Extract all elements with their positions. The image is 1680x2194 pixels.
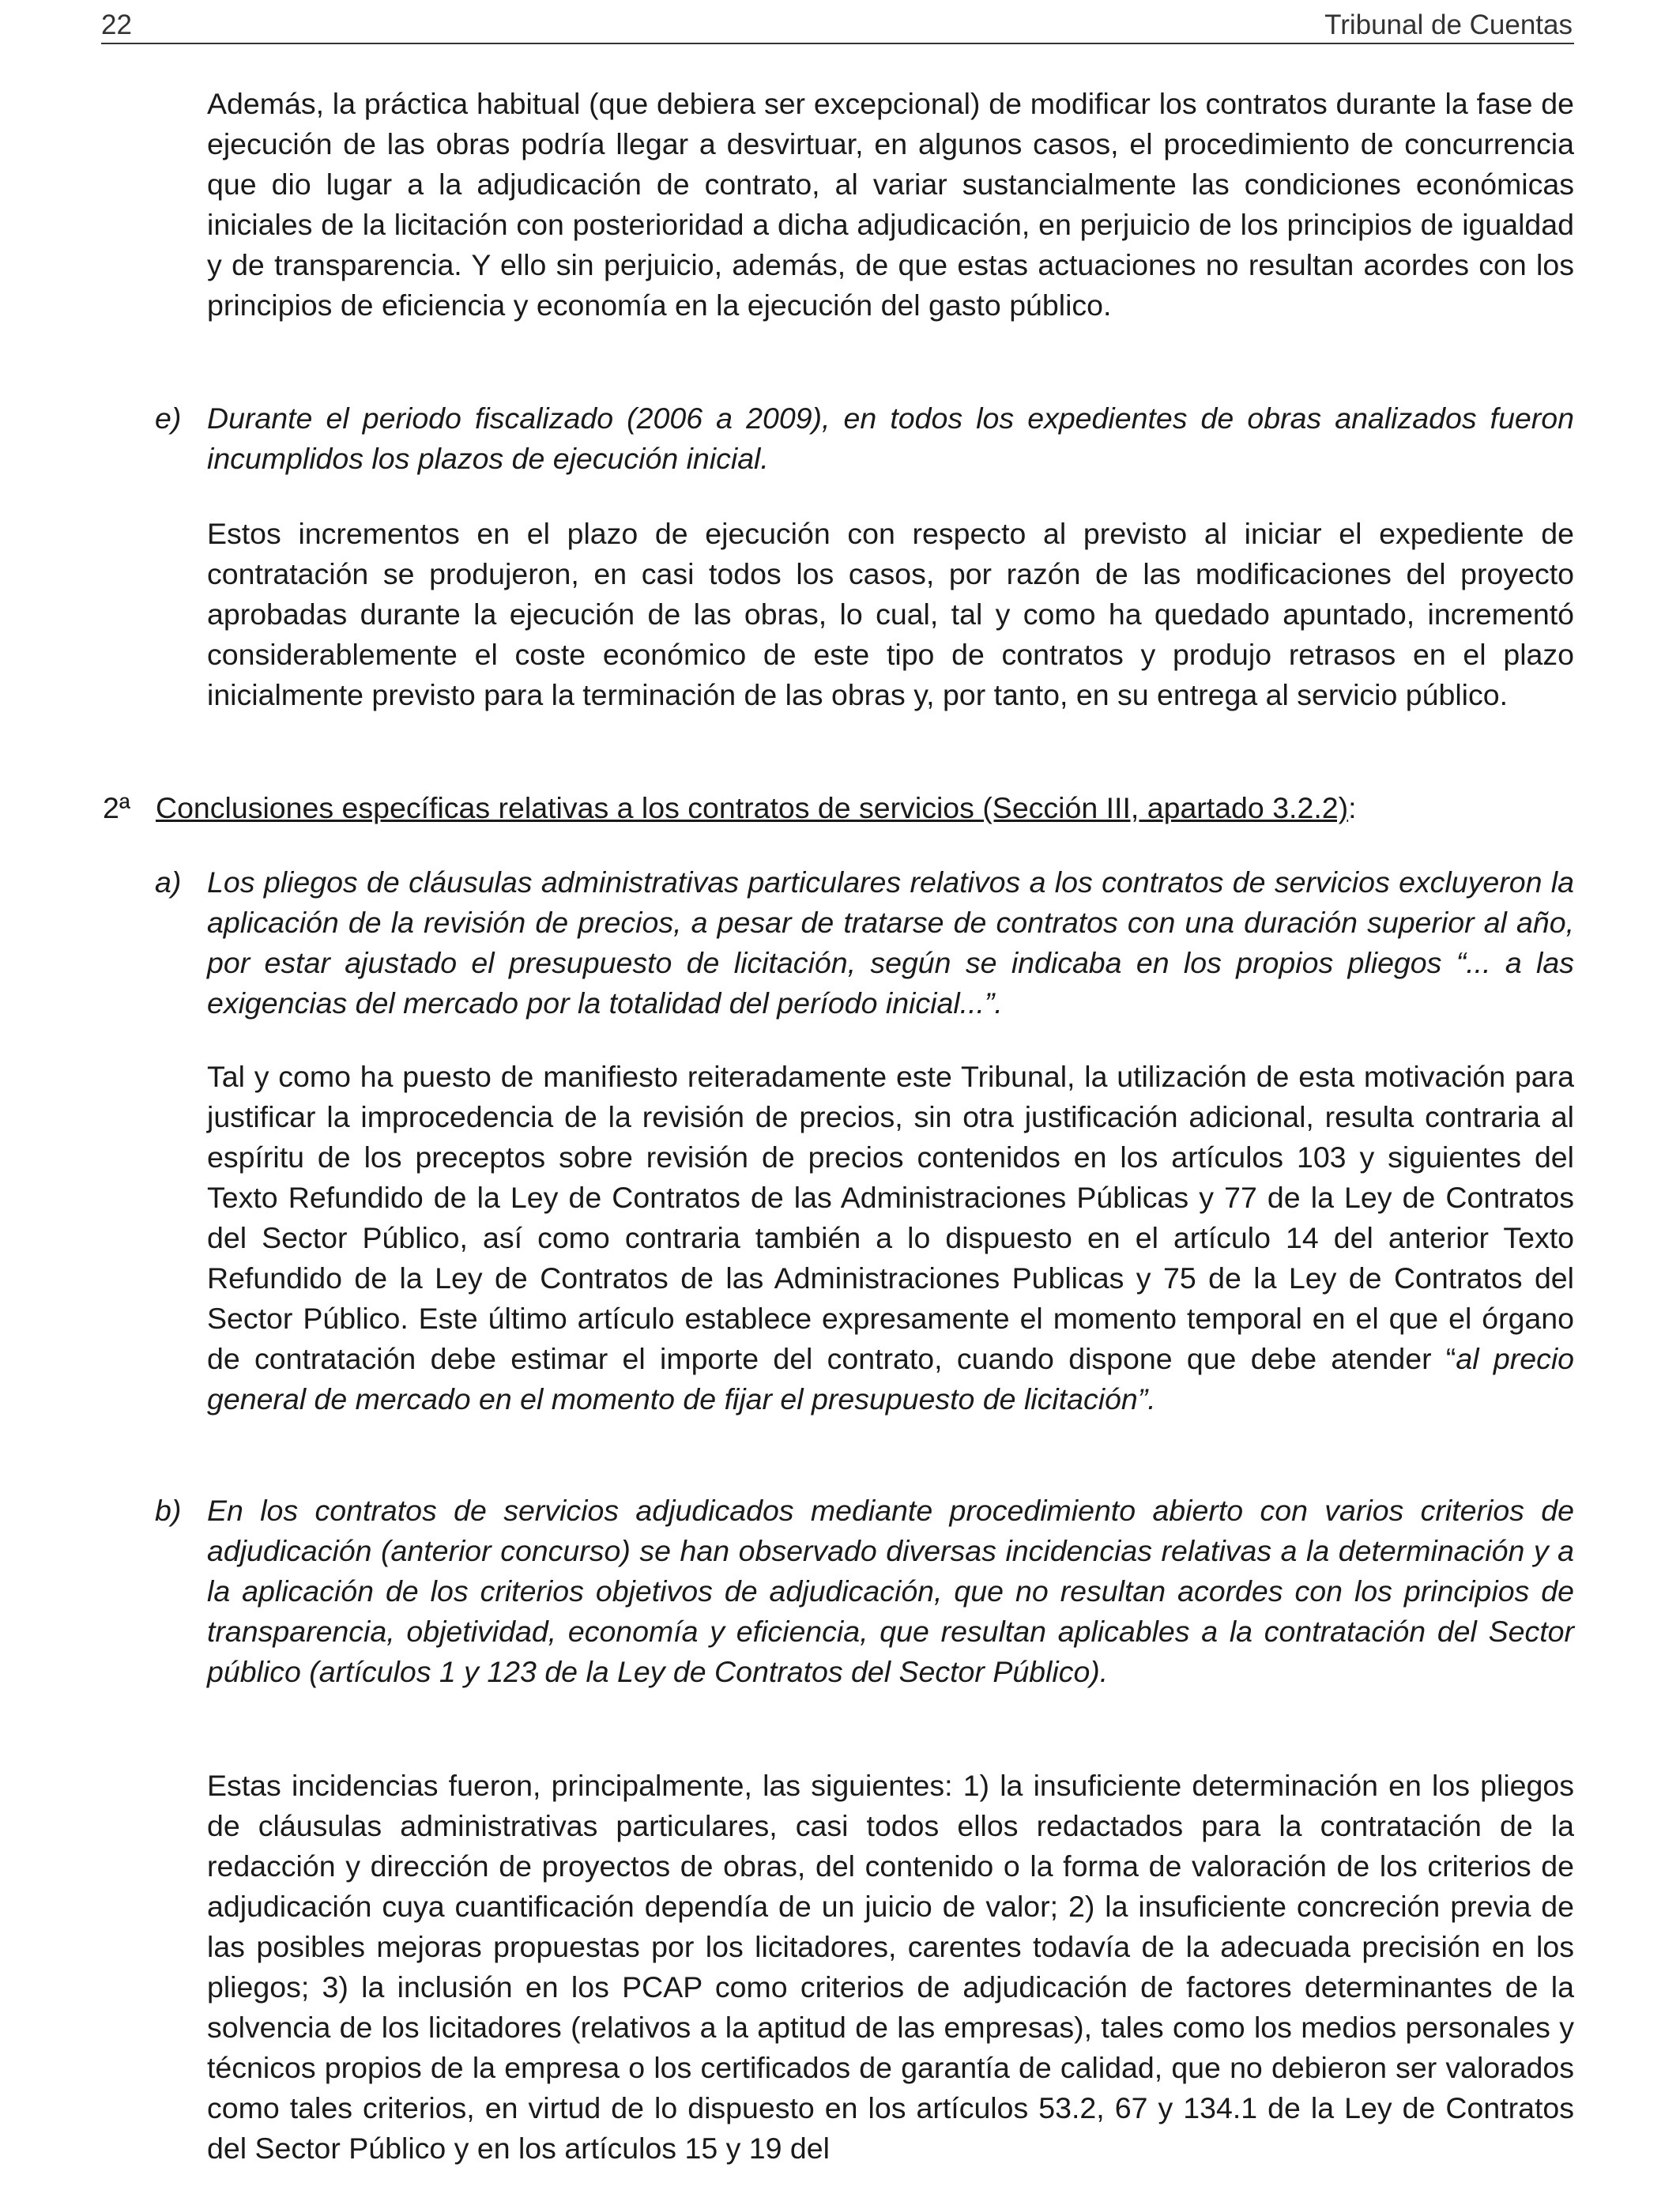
conclusion-a-text: Los pliegos de cláusulas administrativas particulares relativos a los contratos de servicios excluyeron la aplicación de la revisión de precios, a pesar de tratarse de contratos con una duración superior al año, por estar ajustado el presupuesto de licitación, según se indicaba en los propios pliegos “... a las exigencias del mercado por la totalidad del período inicial...”. xyxy=(207,865,1574,1020)
page-header xyxy=(101,6,1574,44)
item-marker-a: a) xyxy=(155,865,182,899)
conclusion-b-text: En los contratos de servicios adjudicados mediante procedimiento abierto con varios criterios de adjudicación (anterior concurso) se han observado diversas incidencias relativas a la determinación y a la aplicación de los criterios objetivos de adjudicación, que no resultan acordes con los principios de transparencia, objetividad, economía y eficiencia, que resultan aplicables a la contratación del Sector público (artículos 1 y 123 de la Ley de Contratos del Sector Público). xyxy=(207,1494,1574,1688)
page-number: 22 xyxy=(101,9,132,40)
paragraph-revision-precios-quote: al precio general de mercado en el momento de fijar el presupuesto de licitación”. xyxy=(207,1342,1575,1416)
paragraph-modificaciones: Además, la práctica habitual (que debiera ser excepcional) de modificar los contratos durante la fase de ejecución de las obras podría llegar a desvirtuar, en algunos casos, el procedimiento de concurrencia que dio lugar a la adjudicación de contrato, al variar sustancialmente las condiciones económicas iniciales de la licitación con posterioridad a dicha adjudicación, en perjuicio de los principios de igualdad y de transparencia. Y ello sin perjuicio, además, de que estas actuaciones no resultan acordes con los principios de eficiencia y economía en la ejecución del gasto público. xyxy=(207,87,1574,322)
running-title: Tribunal de Cuentas xyxy=(1324,9,1573,40)
section-heading-text: Conclusiones específicas relativas a los contratos de servicios (Sección III, apartado 3.2.2) xyxy=(156,791,1349,824)
conclusion-e-text: Durante el periodo fiscalizado (2006 a 2009), en todos los expedientes de obras analizados fueron incumplidos los plazos de ejecución inicial. xyxy=(207,401,1574,475)
item-marker-b: b) xyxy=(155,1494,182,1527)
section-heading-colon: : xyxy=(1348,791,1357,824)
paragraph-revision-precios-main: Tal y como ha puesto de manifiesto reiteradamente este Tribunal, la utilización de esta motivación para justificar la improcedencia de la revisión de precios, sin otra justificación adicional, resulta contraria al espíritu de los preceptos sobre revisión de precios contenidos en los artículos 103 y siguientes del Texto Refundido de la Ley de Contratos de las Administraciones Públicas y 77 de la Ley de Contratos del Sector Público, así como contraria también a lo dispuesto en el artículo 14 del anterior Texto Refundido de la Ley de Contratos de las Administraciones Publicas y 75 de la Ley de Contratos del Sector Público. Este último artículo establece expresamente el momento temporal en el que el órgano de contratación debe estimar el importe del contrato, cuando dispone que debe atender “ xyxy=(207,1060,1574,1375)
section-number: 2ª xyxy=(103,791,130,824)
section-heading xyxy=(156,788,1357,828)
paragraph-plazos: Estos incrementos en el plazo de ejecución con respecto al previsto al iniciar el expediente de contratación se produjeron, en casi todos los casos, por razón de las modificaciones del proyecto aprobadas durante la ejecución de las obras, lo cual, tal y como ha quedado apuntado, incrementó considerablemente el coste económico de este tipo de contratos y produjo retrasos en el plazo inicialmente previsto para la terminación de las obras y, por tanto, en su entrega al servicio público. xyxy=(207,517,1574,711)
paragraph-incidencias: Estas incidencias fueron, principalmente, las siguientes: 1) la insuficiente determinación en los pliegos de cláusulas administrativas particulares, casi todos ellos redactados para la contratación de la redacción y dirección de proyectos de obras, del contenido o la forma de valoración de los criterios de adjudicación cuya cuantificación dependía de un juicio de valor; 2) la insuficiente concreción previa de las posibles mejoras propuestas por los licitadores, carentes todavía de la adecuada precisión en los pliegos; 3) la inclusión en los PCAP como criterios de adjudicación de factores determinantes de la solvencia de los licitadores (relativos a la aptitud de las empresas), tales como los medios personales y técnicos propios de la empresa o los certificados de garantía de calidad, que no debieron ser valorados como tales criterios, en virtud de lo dispuesto en los artículos 53.2, 67 y 134.1 de la Ley de Contratos del Sector Público y en los artículos 15 y 19 del xyxy=(207,1769,1574,2165)
item-marker-e: e) xyxy=(155,401,182,435)
paragraph-revision-precios xyxy=(207,1057,1574,1419)
